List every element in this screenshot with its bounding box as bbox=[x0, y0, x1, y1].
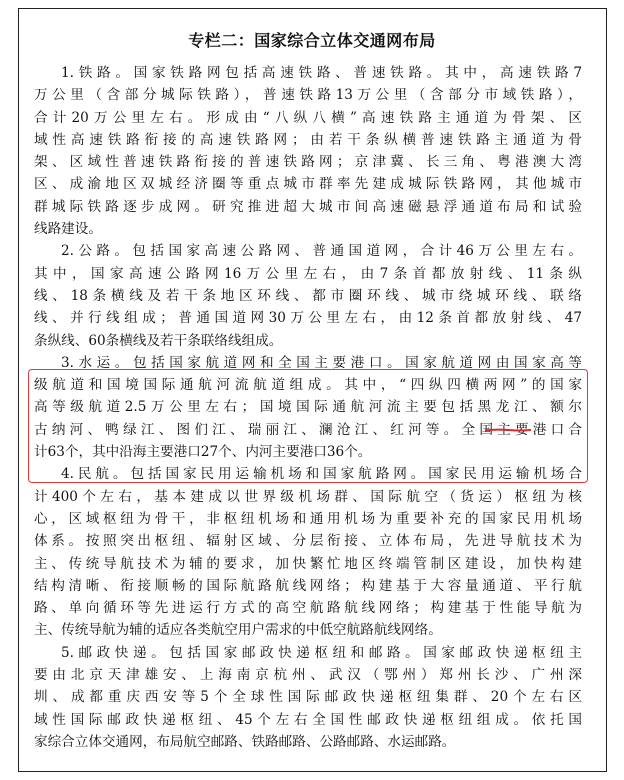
text-line: 架、区域性普速铁路衔接的普速铁路网；京津冀、长三角、粤港澳大湾 bbox=[34, 154, 582, 171]
text-line: 3.水运。包括国家航道网和全国主要港口。国家航道网由国家高等 bbox=[61, 354, 582, 371]
text-line: 5.邮政快递。包括国家邮政快递枢纽和邮路。国家邮政快递枢纽主 bbox=[61, 644, 582, 661]
text-line: 线、18条横线及若干条地区环线、都市圈环线、城市绕城环线、联络 bbox=[34, 287, 582, 304]
text-line: 圳、成都重庆西安等5个全球性国际邮政快递枢纽集群、20个左右区 bbox=[34, 689, 582, 706]
text-line: 4.民航。包括国家民用运输机场和国家航路网。国家民用运输机场合 bbox=[61, 466, 582, 483]
text-line: 2.公路。包括国家高速公路网、普通国道网，合计46万公里左右。 bbox=[61, 243, 582, 260]
text-line: 万公里（含部分城际铁路），普速铁路13万公里（含部分市域铁路）， bbox=[34, 87, 582, 104]
box-title: 专栏二：国家综合立体交通网布局 bbox=[188, 31, 436, 50]
text-line: 路、单向循环等先进运行方式的高空航路航线网络；构建基于性能导航为 bbox=[34, 600, 582, 617]
text-line: 群城际铁路逐步成网。研究推进超大城市间高速磁悬浮通道布局和试验 bbox=[34, 198, 582, 215]
text-line: 古纳河、鸭绿江、图们江、瑞丽江、澜沧江、红河等。全国主要港口合 bbox=[34, 421, 582, 438]
text-line: 线、并行线组成；普通国道网30万公里左右，由12条首都放射线、47 bbox=[34, 310, 582, 327]
text-line: 线路建设。 bbox=[34, 221, 102, 238]
text-line: 级航道和国境国际通航河流航道组成。其中，“四纵四横两网”的国家 bbox=[34, 377, 582, 394]
text-line: 域性国际邮政快递枢纽、45个左右全国性邮政快递枢纽组成。依托国 bbox=[34, 711, 582, 728]
text-line: 合计20万公里左右。形成由“八纵八横”高速铁路主通道为骨架、区 bbox=[34, 109, 582, 126]
text-line: 要由北京天津雄安、上海南京杭州、武汉（鄂州）郑州长沙、广州深 bbox=[34, 667, 582, 684]
text-line: 结构清晰、衔接顺畅的国际航路航线网络；构建基于大容量通道、平行航 bbox=[34, 577, 582, 594]
text-line: 心，区域枢纽为骨干，非枢纽机场和通用机场为重要补充的国家民用机场 bbox=[34, 510, 582, 527]
text-line: 主、传统导航为辅的适应各类航空用户需求的中低空航路航线网络。 bbox=[34, 622, 442, 639]
highlight-box bbox=[28, 369, 588, 483]
text-line: 主、传统导航技术为辅的要求，加快繁忙地区终端管制区建设，加快构建 bbox=[34, 555, 582, 572]
text-line: 区、成渝地区双城经济圈等重点城市群率先建成城际铁路网，其他城市 bbox=[34, 176, 582, 193]
text-line: 域性高速铁路衔接的高速铁路网；由若干条纵横普速铁路主通道为骨 bbox=[34, 131, 582, 148]
text-line: 1.铁路。国家铁路网包括高速铁路、普速铁路。其中，高速铁路7 bbox=[61, 65, 582, 81]
text-line: 条纵线、60条横线及若干条联络线组成。 bbox=[34, 332, 283, 349]
red-underline-mark bbox=[484, 428, 532, 432]
text-line: 家综合立体交通网，布局航空邮路、铁路邮路、公路邮路、水运邮路。 bbox=[34, 733, 456, 750]
text-line: 体系。按照突出枢纽、辐射区域、分层衔接、立体布局，先进导航技术为 bbox=[34, 533, 582, 550]
text-line: 计63个，其中沿海主要港口27个、内河主要港口36个。 bbox=[34, 444, 372, 461]
text-line: 其中，国家高速公路网16万公里左右，由7条首都放射线、11条纵 bbox=[34, 265, 582, 282]
text-line: 高等级航道2.5万公里左右；国境国际通航河流主要包括黑龙江、额尔 bbox=[34, 399, 582, 416]
text-line: 计400个左右，基本建成以世界级机场群、国际航空（货运）枢纽为核 bbox=[34, 488, 582, 505]
